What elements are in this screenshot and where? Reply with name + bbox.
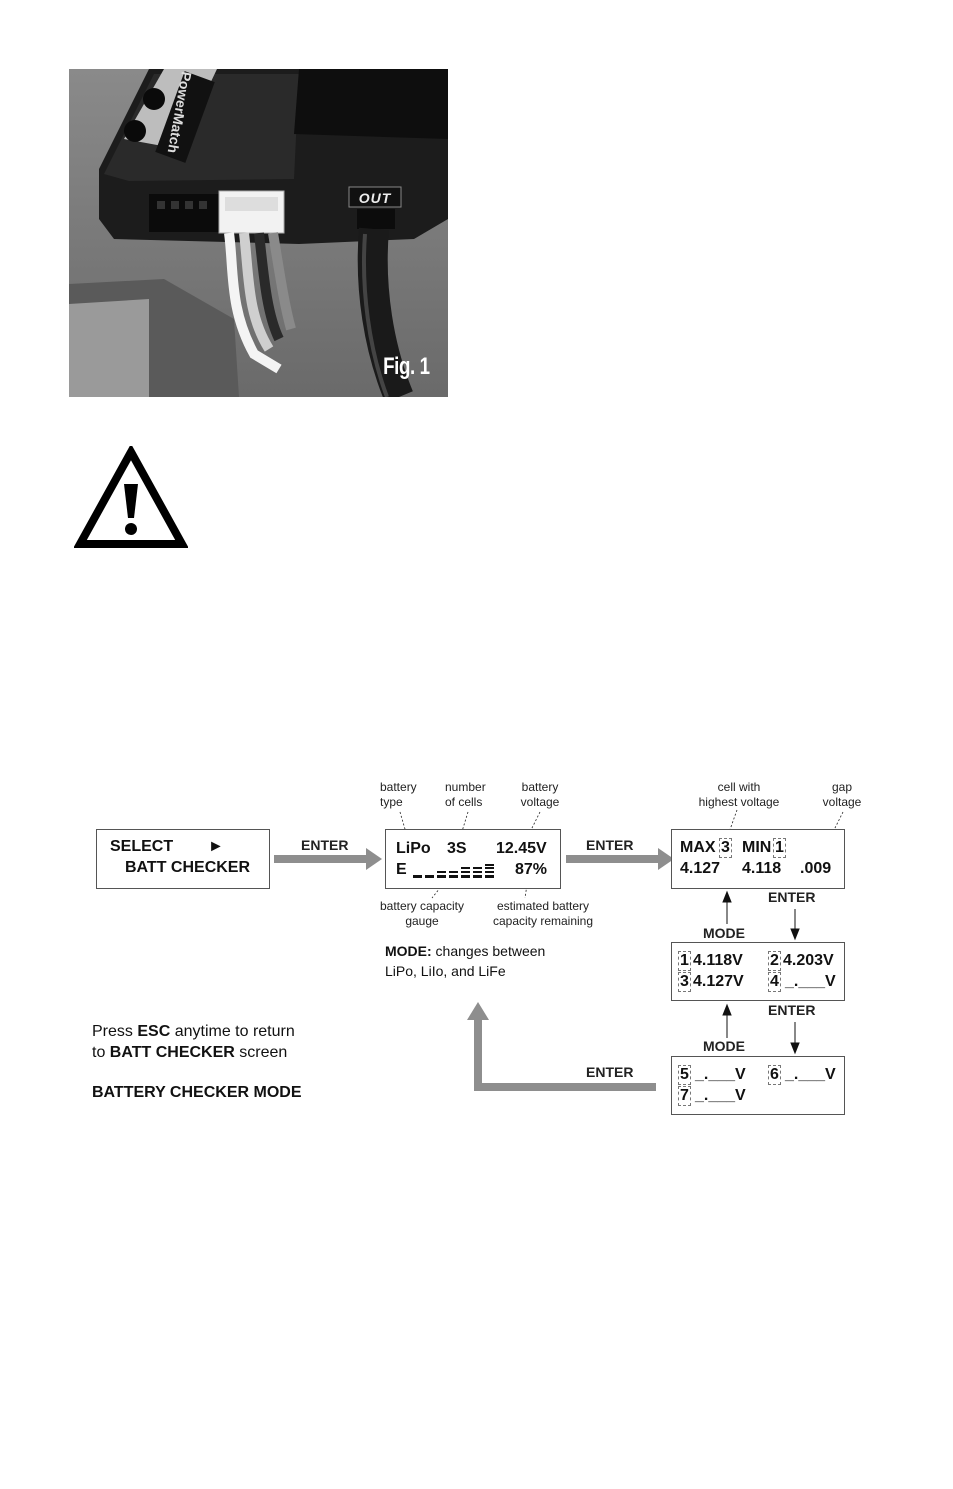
enter-arrow-2 — [566, 855, 658, 863]
number-of-cells-label: number of cells — [445, 780, 486, 809]
enter-arrow-1 — [274, 855, 366, 863]
batt-checker-text: BATT CHECKER — [125, 859, 251, 876]
cell-5-index: 5 — [680, 1066, 689, 1083]
max-voltage: 4.127 — [680, 860, 721, 877]
gauge-prefix: E — [396, 861, 407, 878]
cell-4-voltage: _.___V — [785, 973, 836, 990]
enter-label: ENTER — [586, 837, 634, 853]
figure-label: Fig. 1 — [383, 353, 430, 380]
battery-voltage-label: battery voltage — [520, 780, 560, 809]
mode-button-illustration — [143, 88, 165, 110]
cell-3-index: 3 — [680, 973, 689, 990]
return-arrow — [474, 1083, 656, 1091]
enter-label: ENTER — [301, 837, 349, 853]
battery-type-value: LiPo — [396, 840, 431, 857]
max-label: MAX — [680, 839, 716, 856]
mode-note: MODE: changes between LiPo, LiIo, and LiFe — [385, 943, 546, 979]
enter-label: ENTER — [768, 1002, 816, 1018]
select-text: SELECT — [110, 838, 174, 855]
voltage-value: 12.45V — [496, 840, 547, 857]
device-photo — [69, 69, 448, 397]
cell-1-voltage: 4.118V — [693, 952, 743, 969]
cell-5-voltage: _.___V — [695, 1066, 746, 1083]
max-cell: 3 — [721, 839, 730, 856]
cell-4-index: 4 — [770, 973, 779, 990]
enter-label: ENTER — [586, 1064, 634, 1080]
cell-2-voltage: 4.203V — [783, 952, 834, 969]
cells-screen-2 — [671, 1056, 845, 1115]
cell-6-index: 6 — [770, 1066, 779, 1083]
mode-label: MODE — [703, 925, 745, 941]
enter-label: ENTER — [768, 889, 816, 905]
maxmin-screen — [671, 829, 845, 889]
cells-screen-1 — [671, 942, 845, 1001]
warning-icon — [74, 446, 188, 549]
cell-6-voltage: _.___V — [785, 1066, 836, 1083]
mode-label: MODE — [703, 1038, 745, 1054]
battery-type-label: battery type — [380, 780, 417, 809]
gap-voltage: .009 — [800, 860, 832, 877]
cell-3-voltage: 4.127V — [693, 973, 744, 990]
capacity-gauge-icon — [413, 864, 509, 880]
select-arrow-icon: ► — [208, 838, 224, 855]
cell-2-index: 2 — [770, 952, 779, 969]
min-label: MIN — [742, 839, 772, 856]
cell-1-index: 1 — [680, 952, 689, 969]
gap-voltage-label: gap voltage — [822, 780, 862, 809]
esc-note: Press ESC anytime to return to BATT CHECKER screen — [92, 1023, 295, 1061]
cell-count-value: 3S — [447, 840, 467, 857]
min-voltage: 4.118 — [742, 860, 782, 877]
capacity-remaining-label: estimated battery capacity remaining — [492, 899, 594, 928]
enter-button-illustration — [124, 120, 146, 142]
powermatch-device-illustration — [69, 69, 448, 397]
brand-text: PowerMatch — [164, 70, 195, 155]
out-port-label: OUT — [358, 190, 392, 206]
mode-title: BATTERY CHECKER MODE — [92, 1084, 302, 1101]
percent-value: 87% — [515, 861, 548, 878]
battery-screen — [385, 829, 561, 889]
cell-7-voltage: _.___V — [695, 1087, 746, 1104]
cell-7-index: 7 — [680, 1087, 689, 1104]
select-screen — [96, 829, 270, 889]
cell-highest-label: cell with highest voltage — [698, 780, 780, 809]
min-cell: 1 — [775, 839, 784, 856]
capacity-gauge-label: battery capacity gauge — [379, 899, 465, 928]
